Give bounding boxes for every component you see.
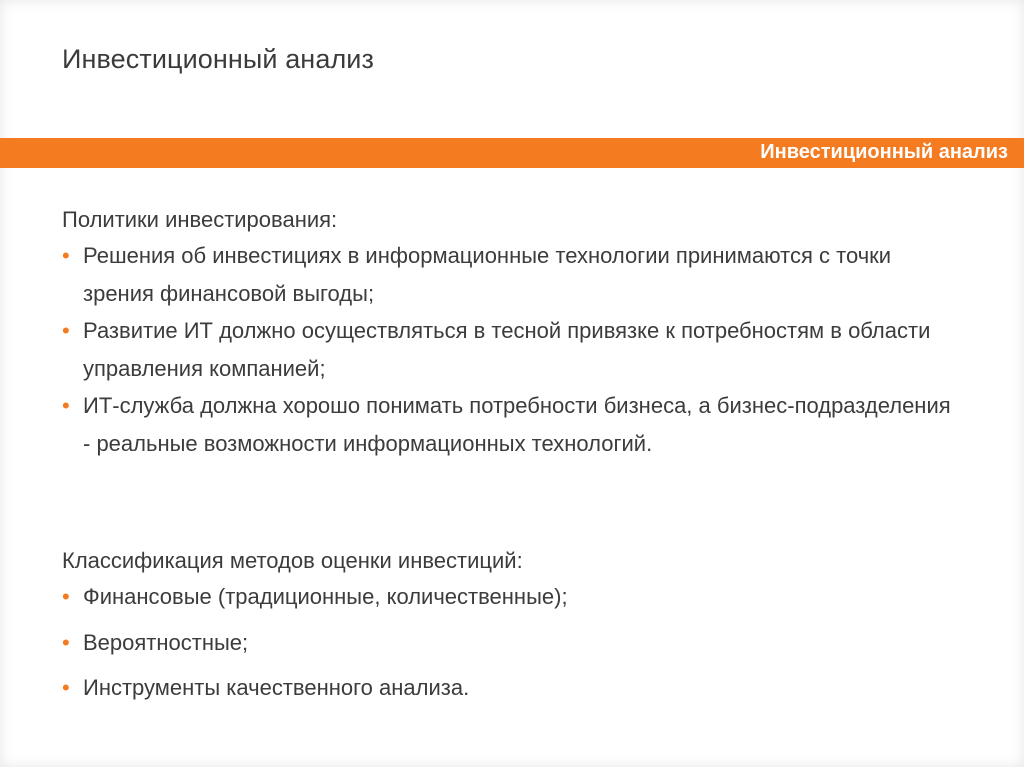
header-band-label: Инвестиционный анализ bbox=[760, 141, 1008, 163]
bullet-icon: • bbox=[62, 629, 70, 655]
list-item-text: ИТ-служба должна хорошо понимать потребности бизнеса, а бизнес-подразделения - реальные возможности информационных технологий. bbox=[83, 393, 951, 456]
bullet-icon: • bbox=[62, 675, 70, 700]
valuation-methods-section bbox=[62, 544, 568, 715]
investment-policies-section bbox=[62, 203, 963, 462]
bullet-icon: • bbox=[62, 243, 70, 268]
list-item bbox=[62, 669, 568, 707]
section-heading: Классификация методов оценки инвестиций: bbox=[62, 548, 523, 573]
list-item-text: Вероятностные; bbox=[83, 629, 249, 655]
list-item-text: Решения об инвестициях в информационные технологии принимаются с точки зрения финансовой выгоды; bbox=[83, 243, 892, 306]
bullet-icon: • bbox=[62, 584, 70, 609]
header-band bbox=[0, 138, 1024, 168]
slide-title: Инвестиционный анализ bbox=[62, 44, 374, 74]
section-heading: Политики инвестирования: bbox=[62, 207, 338, 232]
list-item-text: Инструменты качественного анализа. bbox=[83, 675, 470, 700]
list-item bbox=[62, 578, 568, 616]
bullet-icon: • bbox=[62, 393, 70, 418]
list-item-text: Финансовые (традиционные, количественные); bbox=[83, 584, 568, 609]
bullet-list bbox=[62, 578, 568, 707]
bullet-list bbox=[62, 237, 963, 462]
bullet-icon: • bbox=[62, 318, 70, 343]
list-item bbox=[62, 312, 963, 387]
list-item bbox=[62, 624, 568, 662]
list-item bbox=[62, 237, 963, 312]
list-item bbox=[62, 387, 963, 462]
list-item-text: Развитие ИТ должно осуществляться в тесной привязке к потребностям в области управления компанией; bbox=[83, 318, 931, 381]
